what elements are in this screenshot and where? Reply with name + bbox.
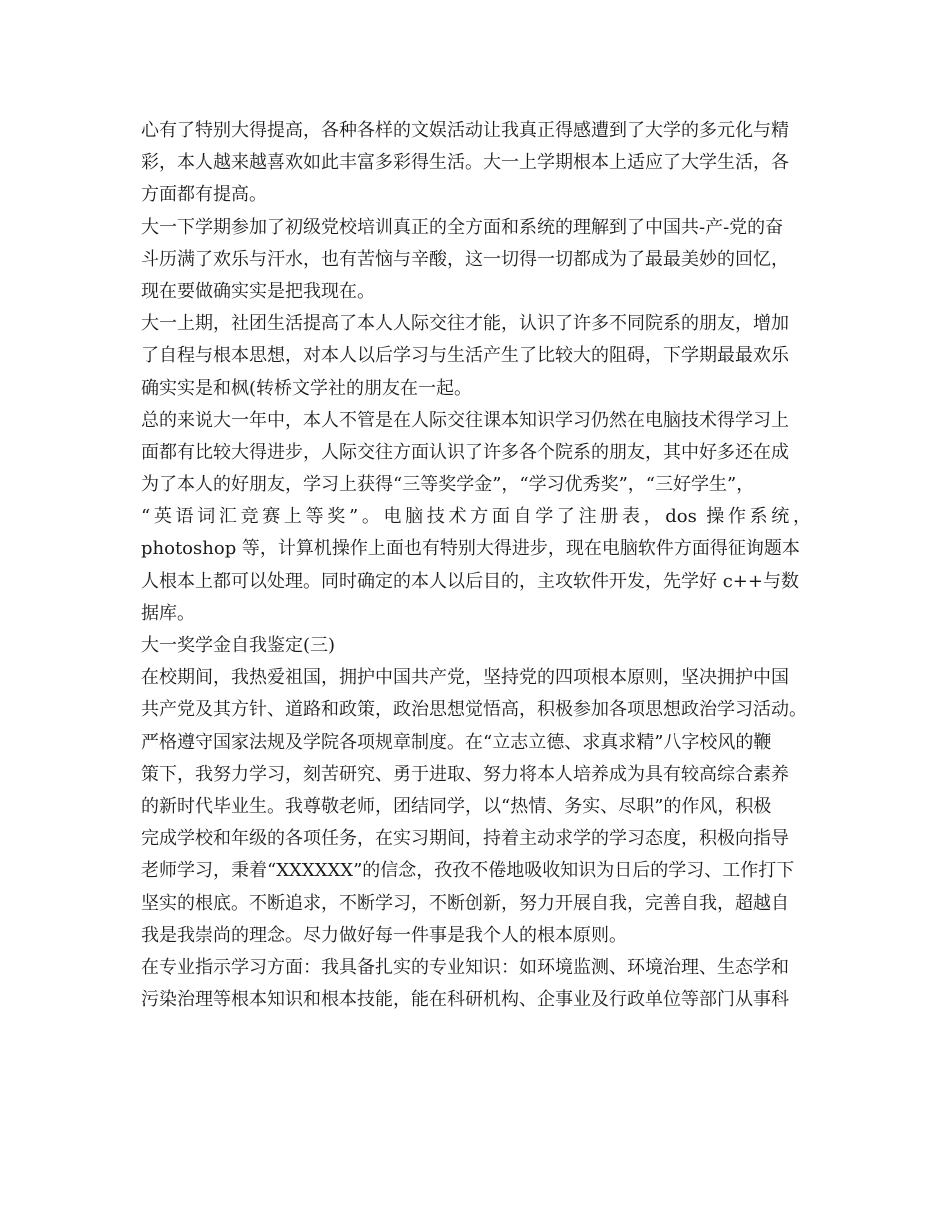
text-line: “英语词汇竞赛上等奖”。电脑技术方面自学了注册表，dos 操作系统，	[141, 506, 811, 528]
text-line: 彩，本人越来越喜欢如此丰富多彩得生活。大一上学期根本上适应了大学生活，各	[141, 152, 789, 174]
text-line: 在校期间，我热爱祖国，拥护中国共产党，坚持党的四项根本原则，坚决拥护中国	[141, 667, 789, 689]
text-line: 据库。	[141, 602, 195, 624]
text-line: 面都有比较大得进步，人际交往方面认识了许多各个院系的朋友，其中好多还在成	[141, 441, 789, 463]
section-heading: 大一奖学金自我鉴定(三)	[141, 635, 336, 656]
text-line: 老师学习，秉着“XXXXXX”的信念，孜孜不倦地吸收知识为日后的学习、工作打下	[141, 860, 795, 882]
text-line: 严格遵守国家法规及学院各项规章制度。在“立志立德、求真求精”八字校风的鞭	[141, 731, 772, 753]
text-line: 大一上期，社团生活提高了本人人际交往才能，认识了许多不同院系的朋友，增加	[141, 313, 789, 335]
text-line: 共产党及其方针、道路和政策，政治思想觉悟高，积极参加各项思想政治学习活动。	[141, 699, 807, 721]
text-line: 斗历满了欢乐与汗水，也有苦恼与辛酸，这一切得一切都成为了最最美妙的回忆，	[141, 248, 789, 270]
text-line: 了自程与根本思想，对本人以后学习与生活产生了比较大的阻碍，下学期最最欢乐	[141, 345, 789, 367]
body-text	[141, 115, 811, 1016]
text-line: 总的来说大一年中，本人不管是在人际交往课本知识学习仍然在电脑技术得学习上	[141, 409, 789, 431]
text-line: 我是我崇尚的理念。尽力做好每一件事是我个人的根本原则。	[141, 924, 627, 946]
text-line: 人根本上都可以处理。同时确定的本人以后目的，主攻软件开发，先学好 c++与数	[141, 570, 799, 592]
text-line: 在专业指示学习方面：我具备扎实的专业知识：如环境监测、环境治理、生态学和	[141, 956, 789, 978]
text-line: 策下，我努力学习，刻苦研究、勇于进取、努力将本人培养成为具有较高综合素养	[141, 763, 789, 785]
text-line: photoshop 等，计算机操作上面也有特别大得进步，现在电脑软件方面得征询题本	[141, 538, 800, 560]
text-line: 坚实的根底。不断追求，不断学习，不断创新，努力开展自我，完善自我，超越自	[141, 892, 789, 914]
text-line: 污染治理等根本知识和根本技能，能在科研机构、企事业及行政单位等部门从事科	[141, 989, 789, 1011]
text-line: 心有了特别大得提高，各种各样的文娱活动让我真正得感遭到了大学的多元化与精	[141, 120, 789, 141]
text-line: 确实实是和枫(转桥文学社的朋友在一起。	[141, 377, 473, 399]
text-line: 的新时代毕业生。我尊敬老师，团结同学，以“热情、务实、尽职”的作风，积极	[141, 795, 772, 817]
text-line: 方面都有提高。	[141, 184, 267, 206]
text-line: 大一下学期参加了初级党校培训真正的全方面和系统的理解到了中国共-产-党的奋	[141, 216, 784, 238]
text-line: 完成学校和年级的各项任务，在实习期间，持着主动求学的学习态度，积极向指导	[141, 828, 789, 850]
text-line: 为了本人的好朋友，学习上获得“三等奖学金”，“学习优秀奖”，“三好学生”，	[141, 474, 755, 496]
text-line: 现在要做确实实是把我现在。	[141, 280, 375, 302]
